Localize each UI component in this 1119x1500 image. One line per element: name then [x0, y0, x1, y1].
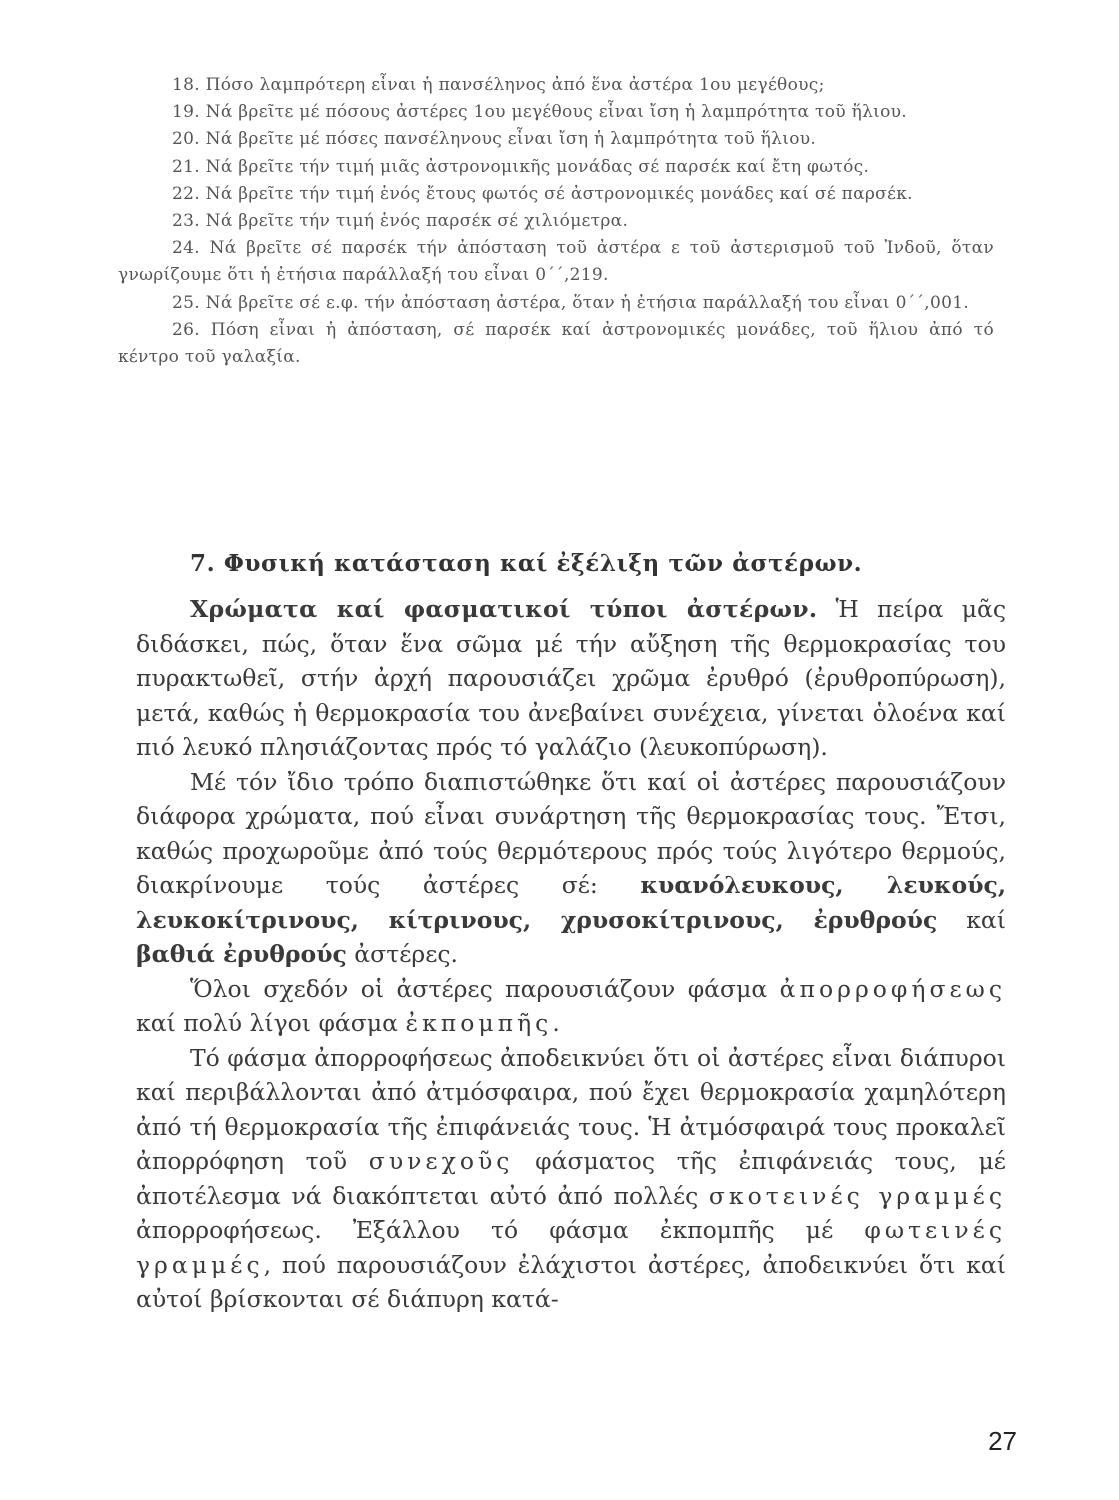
exercise-item: 23. Νά βρεῖτε τήν τιμή ἑνός παρσέκ σέ χιλιόμετρα.: [172, 211, 629, 232]
conjunction: καί: [966, 905, 1006, 934]
deep-red-class: βαθιά ἐρυθρούς: [136, 940, 347, 968]
paragraph-text: ἀπορροφήσεως. Ἐξάλλου τό φάσμα ἐκπομπῆς μέ: [136, 1216, 834, 1244]
paragraph-star-colors: [136, 765, 1006, 972]
paragraph-text: Ἡ πείρα μᾶς διδάσκει, πώς, ὅταν ἕνα σῶμα μέ τήν αὔξηση τῆς θερμοκρασίας του πυρακτωθεῖ, στήν ἀρχή παρουσιάζει χρῶμα ἐρυθρό (ἐρυθροπύρωση), μετά, καθώς ἡ θερμοκρασία του ἀνεβαίνει συνέχεια, γίνεται ὁλοένα καί πιό λευκό πλησιάζοντας πρός τό γαλάζιο (λευκοπύρωση).: [136, 595, 1006, 761]
paragraph-spectra: [136, 972, 1006, 1041]
paragraph-absorption: [136, 1041, 1006, 1317]
page-number: 27: [988, 1426, 1017, 1456]
section-title: 7. Φυσική κατάσταση καί ἐξέλιξη τῶν ἀστέρων.: [190, 550, 863, 577]
term-absorption: ἀπορροφήσεως: [779, 974, 1006, 1003]
paragraph-text: ἀστέρες.: [354, 940, 459, 968]
exercise-item: 24. Νά βρεῖτε σέ παρσέκ τήν ἀπόσταση τοῦ ἀστέρα ε τοῦ ἀστερισμοῦ τοῦ Ἰνδοῦ, ὅταν γνωρίζουμε ὅτι ἡ ἐτήσια παράλλαξή του εἶναι 0΄΄,219.: [118, 238, 994, 286]
exercise-list: [118, 72, 994, 371]
term-bright-lines: φωτεινές γραμμές: [136, 1216, 1006, 1279]
exercise-item: 25. Νά βρεῖτε σέ ε.φ. τήν ἀπόσταση ἀστέρα, ὅταν ἡ ἐτήσια παράλλαξή του εἶναι 0΄΄,001.: [172, 292, 970, 313]
paragraph-text: Ὅλοι σχεδόν οἱ ἀστέρες παρουσιάζουν φάσμα: [190, 974, 768, 1003]
paragraph-text: καί πολύ λίγοι φάσμα: [136, 1009, 398, 1037]
paragraph-text: Μέ τόν ἴδιο τρόπο διαπιστώθηκε ὅτι καί οἱ ἀστέρες παρουσιάζουν διάφορα χρώματα, πού εἶναι συνάρτηση τῆς θερμοκρασίας τους. Ἔτσι, καθώς προχωροῦμε ἀπό τούς θερμότερους πρός τούς λιγότερο θερμούς, διακρίνουμε τούς ἀστέρες σέ:: [136, 767, 1006, 899]
paragraph-text: φάσματος τῆς ἐπιφάνειάς τους, μέ ἀποτέλεσμα νά διακόπτεται αὐτό ἀπό πολλές: [136, 1147, 1006, 1210]
term-dark-lines: σκοτεινές γραμμές: [708, 1181, 1006, 1210]
paragraph-heading: Χρώματα καί φασματικοί τύποι ἀστέρων.: [190, 595, 818, 623]
term-emission: ἐκπομπῆς: [405, 1009, 553, 1037]
exercise-item: 26. Πόση εἶναι ἡ ἀπόσταση, σέ παρσέκ καί ἀστρονομικές μονάδες, τοῦ ἥλιου ἀπό τό κέντρο τοῦ γαλαξία.: [118, 319, 994, 368]
paragraph-text: Τό φάσμα ἀπορροφήσεως ἀποδεικνύει ὅτι οἱ ἀστέρες εἶναι διάπυροι καί περιβάλλονται ἀπό ἀτμόσφαιρα, πού ἔχει θερμοκρασία χαμηλότερη ἀπό τή θερμοκρασία τῆς ἐπιφάνειάς τους. Ἡ ἀτμόσφαιρά τους προκαλεῖ ἀπορρόφηση τοῦ: [136, 1043, 1006, 1175]
body-text: [136, 592, 1006, 1317]
color-classes: κυανόλευκους, λευκούς, λευκοκίτρινους, κίτρινους, χρυσοκίτρινους, ἐρυθρούς: [136, 871, 1006, 934]
exercise-item: 20. Νά βρεῖτε μέ πόσες πανσέληνους εἶναι ἴση ἡ λαμπρότητα τοῦ ἥλιου.: [172, 129, 817, 150]
paragraph-text: .: [552, 1009, 560, 1037]
exercise-item: 22. Νά βρεῖτε τήν τιμή ἑνός ἔτους φωτός σέ ἀστρονομικές μονάδες καί σέ παρσέκ.: [172, 183, 913, 204]
exercise-item: 19. Νά βρεῖτε μέ πόσους ἀστέρες 1ου μεγέθους εἶναι ἴση ἡ λαμπρότητα τοῦ ἥλιου.: [172, 102, 908, 123]
exercise-item: 18. Πόσο λαμπρότερη εἶναι ἡ πανσέληνος ἀπό ἕνα ἀστέρα 1ου μεγέθους;: [172, 75, 825, 95]
paragraph-colors: [136, 592, 1006, 765]
exercise-item: 21. Νά βρεῖτε τήν τιμή μιᾶς ἀστρονομικῆς μονάδας σέ παρσέκ καί ἔτη φωτός.: [172, 156, 870, 177]
paragraph-text: , πού παρουσιάζουν ἐλάχιστοι ἀστέρες, ἀποδεικνύει ὅτι καί αὐτοί βρίσκονται σέ διάπυρη κατά-: [136, 1250, 1006, 1313]
term-continuous: συνεχοῦς: [368, 1147, 514, 1175]
